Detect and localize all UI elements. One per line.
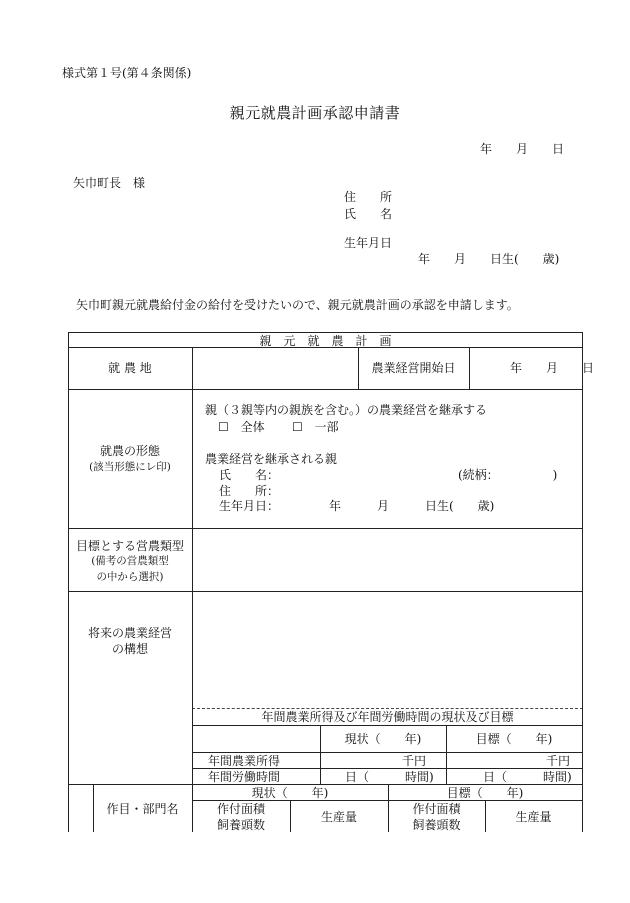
target-type-note-2: の中から選択) bbox=[96, 571, 164, 583]
table-line bbox=[68, 332, 583, 333]
future-label-2: の構想 bbox=[111, 642, 148, 656]
target-type-label: 目標とする営農類型 bbox=[75, 539, 184, 553]
current-area-label-2: 飼養頭数 bbox=[216, 818, 265, 832]
crop-label: 作目・部門名 bbox=[106, 802, 179, 816]
succession-text: 親（３親等内の親族を含む。）の農業経営を継承する bbox=[205, 403, 488, 417]
form-number: 様式第１号(第４条関係) bbox=[62, 66, 192, 80]
table-line bbox=[68, 591, 583, 592]
table-line bbox=[582, 332, 583, 832]
table-line bbox=[192, 725, 583, 726]
successor-birth-value: 年 月 日生( 歳) bbox=[329, 499, 495, 513]
successor-heading: 農業経営を継承される親 bbox=[205, 452, 338, 466]
table-line bbox=[68, 389, 583, 390]
income-target-unit: 千円 bbox=[546, 754, 571, 768]
income-table-title: 年間農業所得及び年間労働時間の現状及び目標 bbox=[261, 710, 514, 724]
form-note: (該当形態にレ印) bbox=[89, 461, 171, 473]
table-line bbox=[192, 752, 583, 753]
start-date-value: 年 月 日 bbox=[510, 361, 595, 375]
successor-address-label: 住 所： bbox=[219, 484, 280, 498]
income-label: 年間農業所得 bbox=[208, 754, 281, 768]
successor-birth-label: 生年月日： bbox=[219, 499, 280, 513]
plan-header: 親 元 就 農 計 画 bbox=[259, 334, 392, 348]
option-all[interactable] bbox=[218, 421, 265, 433]
target-area-label-2: 飼養頭数 bbox=[412, 818, 461, 832]
table-line bbox=[192, 347, 193, 832]
table-line bbox=[469, 347, 470, 389]
checkbox-icon[interactable]: ☐ bbox=[218, 420, 229, 434]
farm-land-label: 就 農 地 bbox=[108, 361, 152, 375]
current-output-label: 生産量 bbox=[320, 810, 357, 824]
addressee: 矢巾町長 様 bbox=[73, 176, 146, 190]
option-part-label: 一部 bbox=[314, 420, 339, 434]
option-all-label: 全体 bbox=[240, 420, 265, 434]
applicant-birth-label: 生年月日 bbox=[344, 236, 393, 250]
date-line: 年 月 日 bbox=[480, 142, 565, 156]
page-title: 親元就農計画承認申請書 bbox=[229, 104, 401, 122]
target-column: 目標（ 年) bbox=[475, 732, 553, 746]
option-part[interactable] bbox=[292, 421, 339, 433]
target-type-note-1: (備考の営農類型 bbox=[91, 555, 169, 567]
intro-text: 矢巾町親元就農給付金の給付を受けたいので、親元就農計画の承認を申請します。 bbox=[76, 298, 519, 312]
target-output-label: 生産量 bbox=[515, 810, 552, 824]
applicant-address-label: 住 所 bbox=[344, 190, 393, 204]
applicant-name-label: 氏 名 bbox=[344, 207, 393, 221]
table-line bbox=[68, 784, 583, 785]
labor-target-unit: 日（ 時間) bbox=[483, 770, 572, 784]
table-line bbox=[68, 528, 583, 529]
successor-relation: (続柄： ) bbox=[458, 468, 558, 482]
table-line bbox=[192, 768, 583, 769]
current-area-label-1: 作付面積 bbox=[216, 802, 265, 816]
labor-label: 年間労働時間 bbox=[208, 770, 281, 784]
checkbox-icon[interactable]: ☐ bbox=[292, 420, 303, 434]
successor-name-label: 氏 名： bbox=[219, 468, 280, 482]
target-sub-header: 目標（ 年) bbox=[446, 786, 524, 800]
applicant-birth-line: 年 月 日生( 歳) bbox=[418, 252, 560, 266]
target-area-label-1: 作付面積 bbox=[412, 802, 461, 816]
future-label-1: 将来の農業経営 bbox=[87, 626, 172, 640]
table-dash-line bbox=[192, 708, 583, 709]
current-sub-header: 現状（ 年) bbox=[251, 786, 329, 800]
form-label: 就農の形態 bbox=[99, 444, 160, 458]
current-column: 現状（ 年) bbox=[344, 732, 422, 746]
income-current-unit: 千円 bbox=[402, 754, 427, 768]
labor-current-unit: 日（ 時間) bbox=[345, 770, 434, 784]
start-date-label: 農業経営開始日 bbox=[371, 361, 456, 375]
